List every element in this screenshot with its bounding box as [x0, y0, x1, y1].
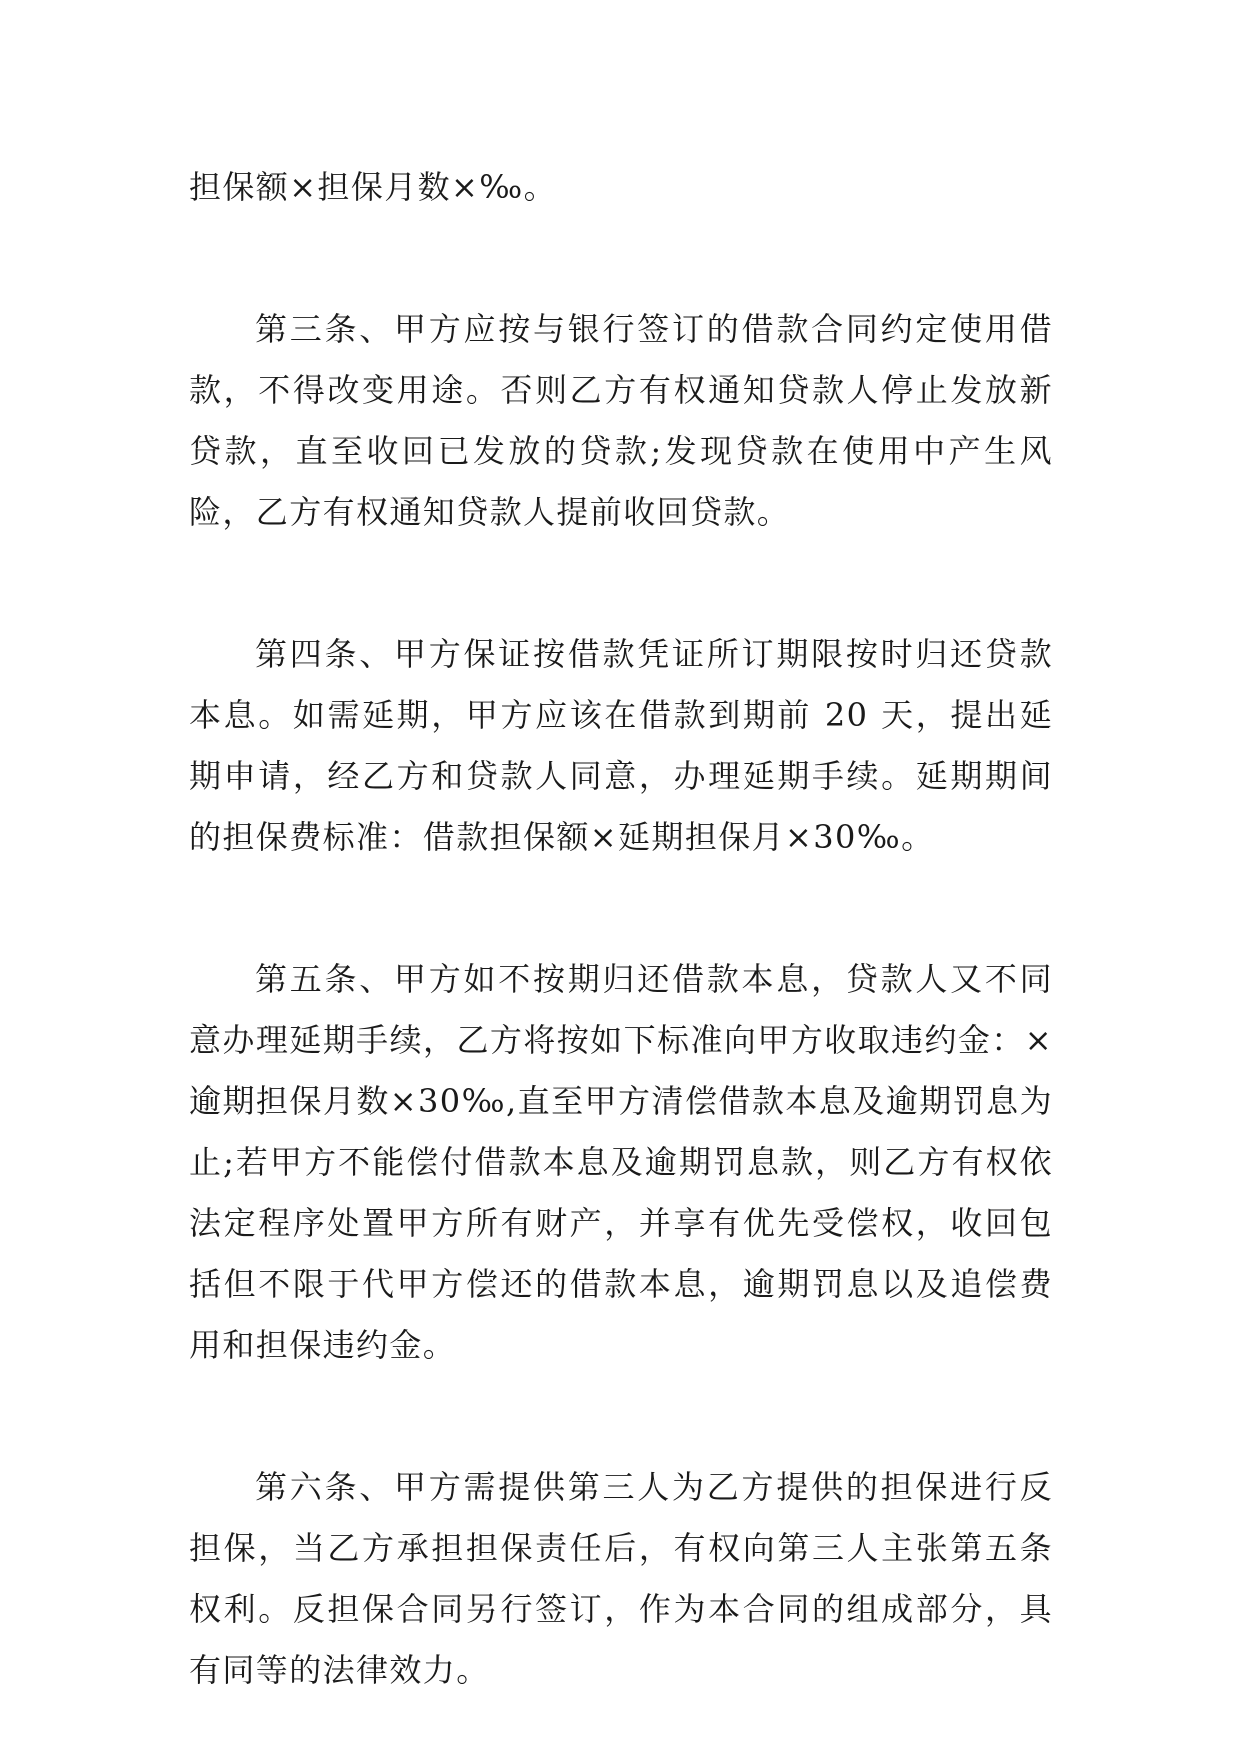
paragraph-spacer	[189, 543, 1053, 624]
paragraph-continuation: 担保额×担保月数×‰。	[189, 168, 557, 206]
document-body	[189, 157, 1053, 1701]
paragraph-article-4: 第四条、甲方保证按借款凭证所订期限按时归还贷款本息。如需延期，甲方应该在借款到期前 20 天，提出延期申请，经乙方和贷款人同意，办理延期手续。延期期间的担保费标准：借款担保额×延期担保月×30‰。	[189, 635, 1053, 856]
paragraph-article-5: 第五条、甲方如不按期归还借款本息，贷款人又不同意办理延期手续，乙方将按如下标准向甲方收取违约金：×逾期担保月数×30‰,直至甲方清偿借款本息及逾期罚息为止;若甲方不能偿付借款本息及逾期罚息款，则乙方有权依法定程序处置甲方所有财产，并享有优先受偿权，收回包括但不限于代甲方偿还的借款本息，逾期罚息以及追偿费用和担保违约金。	[189, 960, 1053, 1364]
paragraph-article-3: 第三条、甲方应按与银行签订的借款合同约定使用借款，不得改变用途。否则乙方有权通知贷款人停止发放新贷款，直至收回已发放的贷款;发现贷款在使用中产生风险，乙方有权通知贷款人提前收回贷款。	[189, 310, 1053, 531]
paragraph-spacer	[189, 1376, 1053, 1457]
paragraph-spacer	[189, 218, 1053, 299]
paragraph-spacer	[189, 868, 1053, 949]
paragraph-article-6: 第六条、甲方需提供第三人为乙方提供的担保进行反担保，当乙方承担担保责任后，有权向第三人主张第五条权利。反担保合同另行签订，作为本合同的组成部分，具有同等的法律效力。	[189, 1468, 1053, 1689]
